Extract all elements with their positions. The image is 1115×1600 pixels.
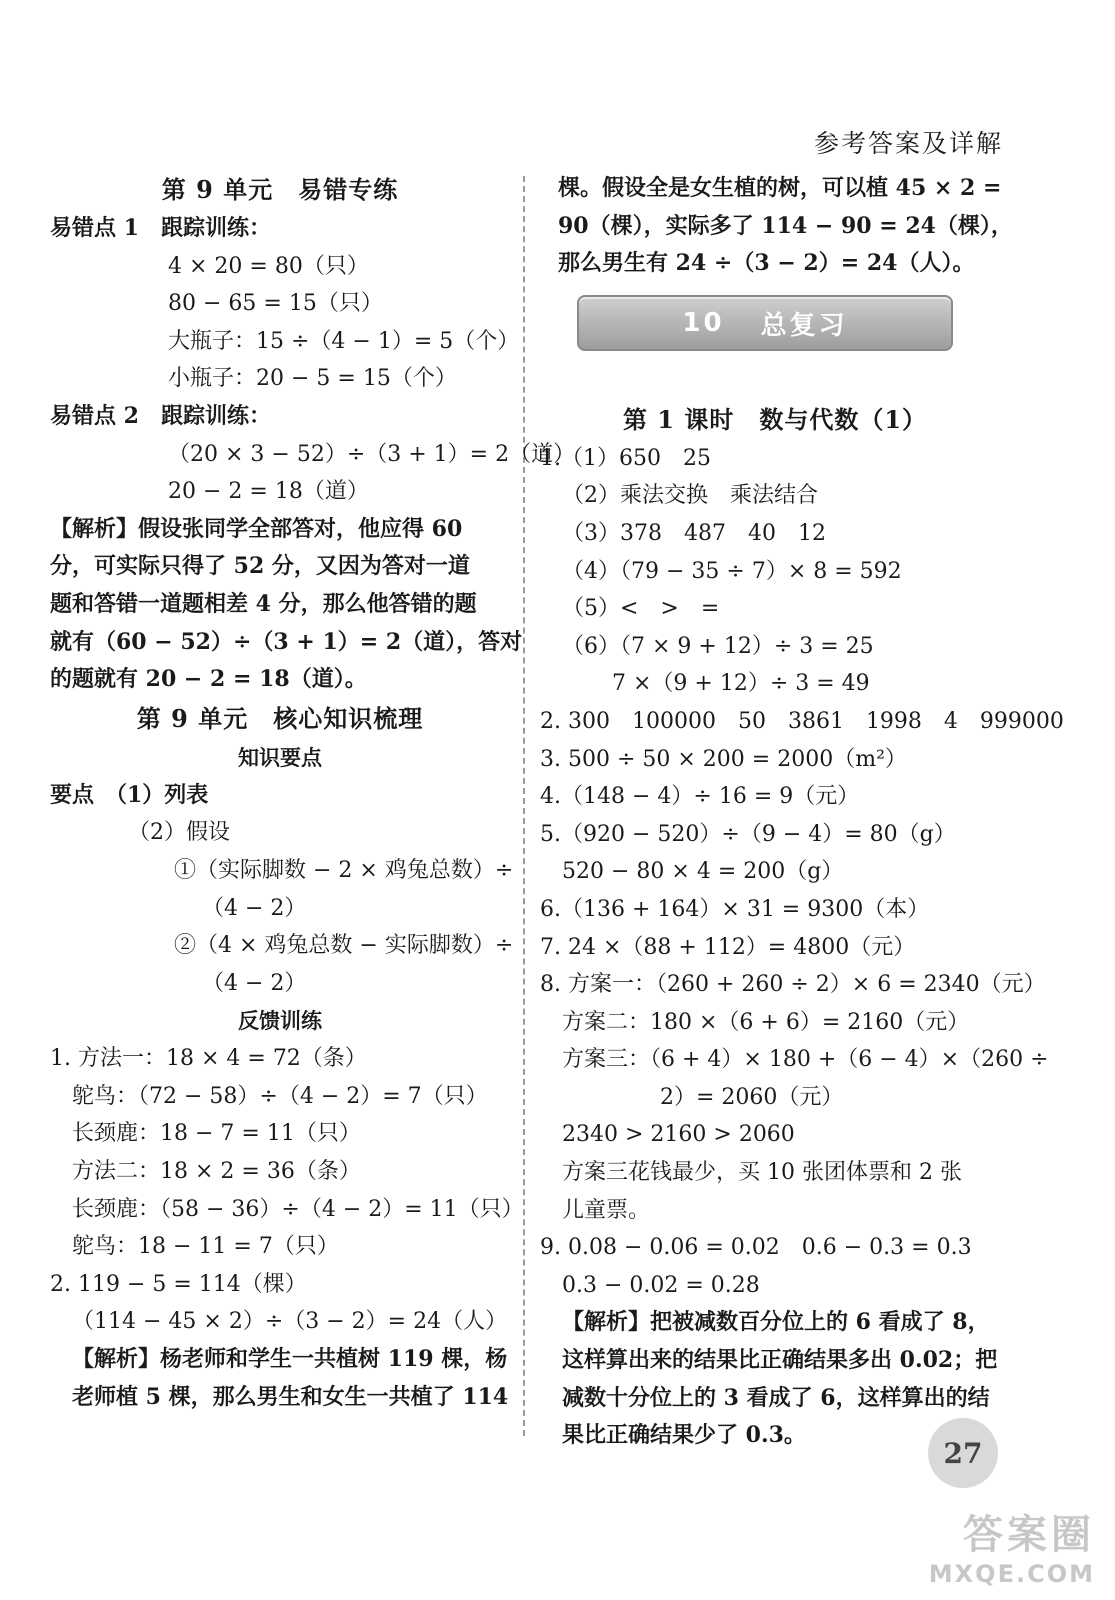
watermark-text: 答案圈 bbox=[963, 1512, 1095, 1558]
subsection-title: 反馈训练 bbox=[238, 1008, 322, 1034]
text-line: 方法二：18 × 2 = 36（条） bbox=[72, 1159, 361, 1185]
section-title: 第 9 单元 核心知识梳理 bbox=[136, 703, 424, 733]
text-line: ②（4 × 鸡兔总数 − 实际脚数）÷ bbox=[174, 933, 514, 959]
text-line: （3）378 487 40 12 bbox=[562, 520, 826, 546]
text-line: （6）（7 × 9 + 12）÷ 3 = 25 bbox=[562, 633, 874, 659]
text-line: 3. 500 ÷ 50 × 200 = 2000（m²） bbox=[540, 746, 907, 772]
text-line: （20 × 3 − 52）÷（3 + 1）= 2（道） bbox=[168, 441, 576, 467]
text-line: （2）乘法交换 乘法结合 bbox=[562, 483, 818, 509]
text-line: 题和答错一道题相差 4 分，那么他答错的题 bbox=[50, 590, 477, 617]
text-line: （4 − 2） bbox=[202, 970, 307, 996]
text-line: 2）= 2060（元） bbox=[660, 1084, 844, 1110]
text-line: 4.（148 − 4）÷ 16 = 9（元） bbox=[540, 784, 860, 810]
text-line: 【解析】假设张同学全部答对，他应得 60 bbox=[50, 515, 463, 542]
text-line: 棵。假设全是女生植的树，可以植 45 × 2 = bbox=[558, 175, 1002, 201]
watermark-url: MXQE.COM bbox=[928, 1560, 1095, 1588]
section-banner bbox=[577, 295, 953, 351]
text-line: 9. 0.08 − 0.06 = 0.02 0.6 − 0.3 = 0.3 bbox=[540, 1235, 972, 1261]
banner-unit-number: 10 bbox=[682, 308, 725, 338]
text-line: 易错点 1 跟踪训练： bbox=[50, 215, 271, 241]
text-line: ①（实际脚数 − 2 × 鸡兔总数）÷ bbox=[174, 857, 514, 883]
text-line: 减数十分位上的 3 看成了 6，这样算出的结 bbox=[562, 1384, 990, 1411]
text-line: 大瓶子：15 ÷（4 − 1）= 5（个） bbox=[168, 328, 520, 354]
page-header-title: 参考答案及详解 bbox=[813, 129, 1003, 158]
text-line: 就有（60 − 52）÷（3 + 1）= 2（道），答对 bbox=[50, 628, 523, 655]
text-line: 2340 > 2160 > 2060 bbox=[562, 1122, 795, 1148]
text-line: 4 × 20 = 80（只） bbox=[168, 253, 369, 279]
text-line: 这样算出来的结果比正确结果多出 0.02；把 bbox=[562, 1347, 998, 1374]
text-line: 鸵鸟：18 − 11 = 7（只） bbox=[72, 1234, 339, 1260]
text-line: 6.（136 + 164）× 31 = 9300（本） bbox=[540, 896, 930, 922]
text-line: 儿童票。 bbox=[562, 1197, 651, 1223]
text-line: 8. 方案一：（260 + 260 ÷ 2）× 6 = 2340（元） bbox=[540, 972, 1046, 998]
text-line: （5）< > = bbox=[562, 596, 720, 622]
text-line: 520 − 80 × 4 = 200（g） bbox=[562, 859, 844, 885]
text-line: 的题就有 20 − 2 = 18（道）。 bbox=[50, 666, 367, 693]
text-line: 长颈鹿：18 − 7 = 11（只） bbox=[72, 1121, 361, 1147]
text-line: 90（棵），实际多了 114 − 90 = 24（棵）， bbox=[558, 212, 1013, 239]
text-line: 1. 方法一：18 × 4 = 72（条） bbox=[50, 1046, 367, 1072]
text-line: 【解析】把被减数百分位上的 6 看成了 8， bbox=[562, 1309, 990, 1336]
section-title: 第 9 单元 易错专练 bbox=[161, 175, 399, 204]
text-line: 7. 24 ×（88 + 112）= 4800（元） bbox=[540, 934, 916, 960]
text-line: 分，可实际只得了 52 分，又因为答对一道 bbox=[50, 553, 470, 580]
text-line: 2. 119 − 5 = 114（棵） bbox=[50, 1271, 307, 1297]
text-line: （2）假设 bbox=[128, 820, 230, 846]
text-line: （4 − 2） bbox=[202, 895, 307, 921]
text-line: 那么男生有 24 ÷（3 − 2）= 24（人）。 bbox=[558, 250, 975, 277]
left-column bbox=[50, 170, 576, 1416]
text-line: 鸵鸟：（72 − 58）÷（4 − 2）= 7（只） bbox=[72, 1083, 488, 1109]
text-line: 长颈鹿：（58 − 36）÷（4 − 2）= 11（只） bbox=[72, 1196, 524, 1222]
watermark bbox=[929, 1503, 1095, 1588]
text-line: 方案三花钱最少，买 10 张团体票和 2 张 bbox=[562, 1160, 962, 1186]
right-column bbox=[540, 170, 1064, 1455]
text-line: 小瓶子：20 − 5 = 15（个） bbox=[168, 366, 457, 392]
text-line: 0.3 − 0.02 = 0.28 bbox=[562, 1272, 760, 1298]
text-line: （4）（79 − 35 ÷ 7）× 8 = 592 bbox=[562, 558, 902, 584]
text-line: 80 − 65 = 15（只） bbox=[168, 291, 383, 317]
section-title: 第 1 课时 数与代数（1） bbox=[622, 404, 928, 434]
text-line: 20 − 2 = 18（道） bbox=[168, 479, 369, 505]
text-line: 7 ×（9 + 12）÷ 3 = 49 bbox=[612, 671, 870, 697]
banner-title: 总复习 bbox=[760, 310, 848, 341]
text-line: 易错点 2 跟踪训练： bbox=[50, 402, 271, 429]
text-line: 【解析】杨老师和学生一共植树 119 棵，杨 bbox=[72, 1346, 508, 1373]
text-line: 2. 300 100000 50 3861 1998 4 999000 bbox=[540, 708, 1064, 734]
column-divider bbox=[523, 176, 525, 1436]
text-line: 要点 （1）列表 bbox=[50, 781, 209, 808]
text-line: 1.（1）650 25 bbox=[540, 445, 711, 471]
subsection-title: 知识要点 bbox=[238, 744, 322, 770]
text-line: 5.（920 − 520）÷（9 − 4）= 80（g） bbox=[540, 821, 956, 847]
text-line: 老师植 5 棵，那么男生和女生一共植了 114 bbox=[72, 1383, 509, 1410]
page-number-badge bbox=[928, 1418, 998, 1488]
text-line: （114 − 45 × 2）÷（3 − 2）= 24（人） bbox=[72, 1309, 508, 1335]
text-line: 方案三：（6 + 4）× 180 +（6 − 4）×（260 ÷ bbox=[562, 1047, 1049, 1073]
text-line: 方案二：180 ×（6 + 6）= 2160（元） bbox=[562, 1009, 970, 1035]
text-line: 果比正确结果少了 0.3。 bbox=[562, 1422, 806, 1449]
page-number: 27 bbox=[943, 1436, 983, 1470]
